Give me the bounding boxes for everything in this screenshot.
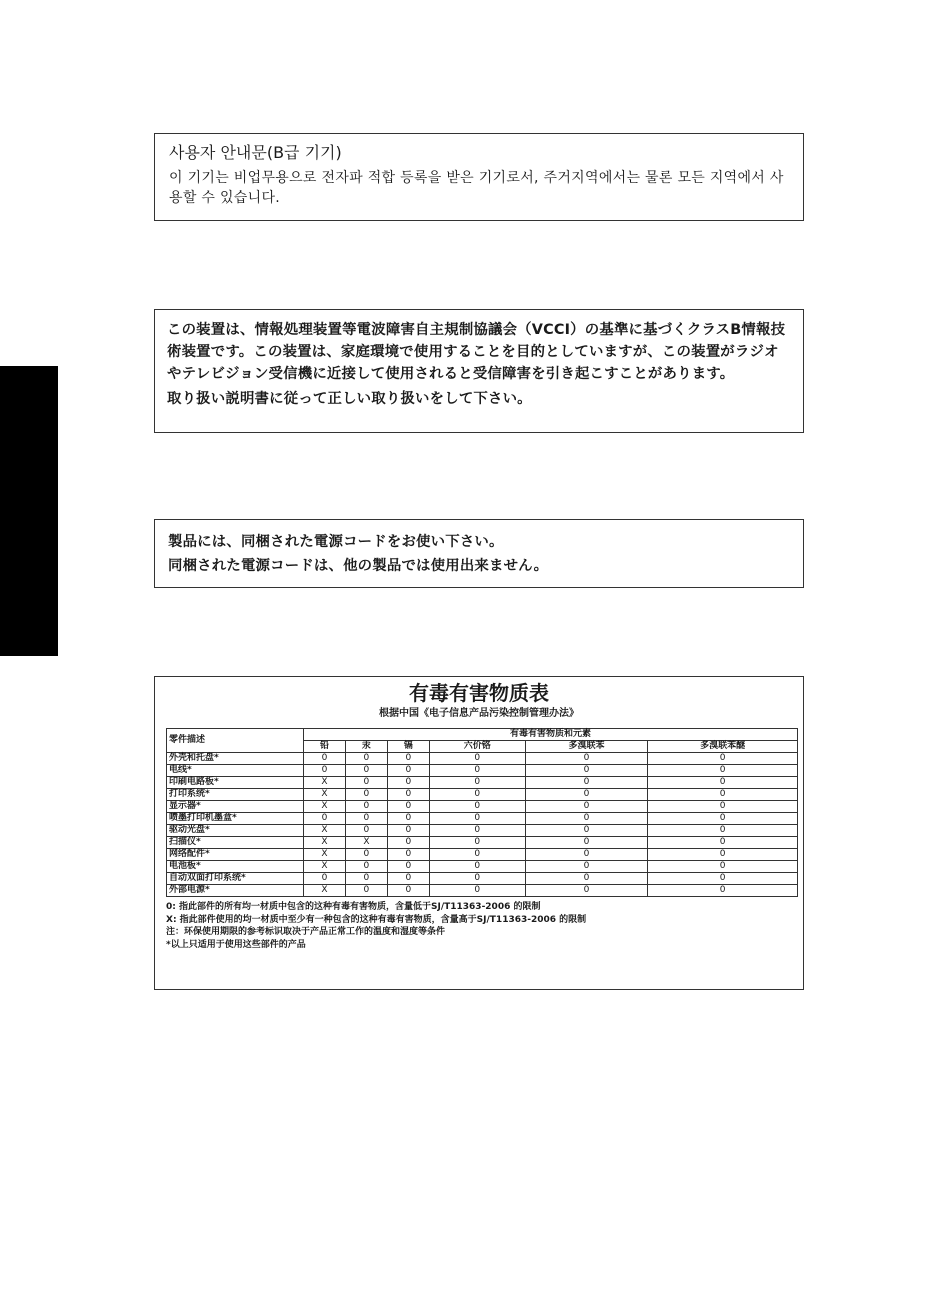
table-row [167, 801, 798, 813]
substance-value: 0 [345, 801, 387, 813]
substance-value: X [304, 825, 346, 837]
substance-value: 0 [648, 849, 798, 861]
component-column-header: 零件描述 [167, 729, 304, 753]
substance-value: 0 [345, 885, 387, 897]
substance-header: 六价铬 [429, 741, 525, 753]
table-row [167, 765, 798, 777]
component-name: 驱动光盘* [167, 825, 304, 837]
substance-value: 0 [525, 789, 648, 801]
substance-header: 铅 [304, 741, 346, 753]
substance-value: 0 [345, 861, 387, 873]
substance-value: 0 [345, 825, 387, 837]
substance-value: 0 [525, 765, 648, 777]
substance-value: 0 [648, 765, 798, 777]
hazard-table-body [167, 753, 798, 897]
substance-value: 0 [648, 813, 798, 825]
table-row [167, 885, 798, 897]
substance-value: 0 [345, 849, 387, 861]
substance-header: 多溴联苯醚 [648, 741, 798, 753]
table-row [167, 873, 798, 885]
substance-value: 0 [429, 849, 525, 861]
table-row [167, 753, 798, 765]
korean-notice-title: 사용자 안내문(B급 기기) [169, 143, 342, 162]
substance-value: 0 [525, 753, 648, 765]
power-cord-line-2: 同梱された電源コードは、他の製品では使用出来ません。 [168, 558, 549, 574]
korean-notice-body: 이 기기는 비업무용으로 전자파 적합 등록을 받은 기기로서, 주거지역에서는 물론 모든 지역에서 사용할 수 있습니다. [169, 170, 784, 206]
component-name: 印刷电路板* [167, 777, 304, 789]
substance-value: 0 [387, 765, 429, 777]
component-name: 喷墨打印机墨盒* [167, 813, 304, 825]
substance-value: 0 [648, 801, 798, 813]
substance-value: 0 [304, 753, 346, 765]
vcci-notice-note: 取り扱い説明書に従って正しい取り扱いをして下さい。 [167, 391, 532, 407]
substance-value: X [304, 837, 346, 849]
substance-value: 0 [429, 789, 525, 801]
substance-value: 0 [525, 813, 648, 825]
substance-value: 0 [304, 813, 346, 825]
component-name: 显示器* [167, 801, 304, 813]
table-note: 注：环保使用期限的参考标识取决于产品正常工作的温度和湿度等条件 [166, 927, 446, 937]
korean-user-notice [154, 133, 804, 221]
substance-value: 0 [387, 813, 429, 825]
power-cord-line-1: 製品には、同梱された電源コードをお使い下さい。 [168, 534, 504, 550]
substance-value: 0 [387, 825, 429, 837]
substance-value: 0 [429, 765, 525, 777]
substance-value: 0 [345, 777, 387, 789]
side-thumb-tab [0, 366, 58, 656]
table-row [167, 825, 798, 837]
substance-value: 0 [525, 801, 648, 813]
component-name: 自动双面打印系统* [167, 873, 304, 885]
substance-header: 多溴联苯 [525, 741, 648, 753]
table-note: *以上只适用于使用这些部件的产品 [166, 939, 306, 950]
hazard-table-subtitle: 根据中国《电子信息产品污染控制管理办法》 [379, 708, 579, 719]
substance-value: 0 [525, 849, 648, 861]
substance-value: 0 [429, 801, 525, 813]
substance-value: 0 [387, 885, 429, 897]
substance-header: 汞 [345, 741, 387, 753]
substance-value: 0 [387, 753, 429, 765]
vcci-notice [154, 309, 804, 433]
hazard-table [166, 728, 798, 897]
substance-value: 0 [387, 873, 429, 885]
substance-value: X [304, 777, 346, 789]
substance-value: 0 [345, 753, 387, 765]
substance-value: 0 [429, 837, 525, 849]
substance-value: 0 [525, 861, 648, 873]
component-name: 网络配件* [167, 849, 304, 861]
hazard-table-notes [166, 901, 795, 951]
component-name: 打印系统* [167, 789, 304, 801]
substance-value: 0 [525, 885, 648, 897]
substance-value: 0 [429, 825, 525, 837]
substance-value: 0 [345, 765, 387, 777]
component-name: 电线* [167, 765, 304, 777]
power-cord-notice [154, 519, 804, 588]
substance-value: 0 [648, 861, 798, 873]
substance-value: 0 [648, 837, 798, 849]
substance-value: X [304, 849, 346, 861]
table-row [167, 777, 798, 789]
vcci-notice-body: この装置は、情報処理装置等電波障害自主規制協議会（VCCI）の基準に基づくクラスB情報技術装置です。この装置は、家庭環境で使用することを目的としていますが、この装置がラジオやテレビジョン受信機に近接して使用されると受信障害を引き起こすことがあります。 [167, 322, 786, 382]
substance-value: X [304, 789, 346, 801]
hazardous-substance-table-box [154, 676, 804, 990]
substance-value: 0 [525, 825, 648, 837]
table-note: X: 指此部件使用的均一材质中至少有一种包含的这种有毒有害物质，含量高于SJ/T11363-2006 的限制 [166, 914, 587, 925]
substance-value: 0 [304, 873, 346, 885]
substance-value: 0 [345, 813, 387, 825]
substance-value: 0 [387, 861, 429, 873]
substance-value: 0 [387, 849, 429, 861]
substance-value: 0 [648, 873, 798, 885]
substance-value: 0 [648, 753, 798, 765]
component-name: 外部电源* [167, 885, 304, 897]
substance-header: 镉 [387, 741, 429, 753]
substance-value: 0 [429, 885, 525, 897]
substance-value: X [304, 861, 346, 873]
substance-value: X [345, 837, 387, 849]
substance-value: X [304, 885, 346, 897]
substance-value: 0 [429, 813, 525, 825]
component-name: 外壳和托盘* [167, 753, 304, 765]
substance-value: 0 [345, 873, 387, 885]
substance-value: 0 [648, 885, 798, 897]
substance-value: 0 [429, 753, 525, 765]
substance-value: 0 [387, 777, 429, 789]
substance-value: 0 [429, 861, 525, 873]
substance-value: 0 [304, 765, 346, 777]
component-name: 扫描仪* [167, 837, 304, 849]
table-note: 0: 指此部件的所有均一材质中包含的这种有毒有害物质，含量低于SJ/T11363-2006 的限制 [166, 902, 541, 912]
substance-value: 0 [648, 825, 798, 837]
substance-group-header: 有毒有害物质和元素 [304, 729, 798, 741]
substance-value: 0 [429, 777, 525, 789]
substance-value: 0 [387, 801, 429, 813]
substance-value: 0 [648, 777, 798, 789]
table-row [167, 813, 798, 825]
hazard-table-title: 有毒有害物质表 [409, 681, 549, 705]
substance-value: 0 [387, 837, 429, 849]
table-row [167, 789, 798, 801]
table-row [167, 849, 798, 861]
component-name: 电池板* [167, 861, 304, 873]
substance-value: X [304, 801, 346, 813]
substance-value: 0 [525, 837, 648, 849]
substance-value: 0 [429, 873, 525, 885]
table-row [167, 861, 798, 873]
table-row [167, 837, 798, 849]
substance-value: 0 [648, 789, 798, 801]
substance-value: 0 [345, 789, 387, 801]
substance-value: 0 [525, 777, 648, 789]
substance-value: 0 [525, 873, 648, 885]
substance-value: 0 [387, 789, 429, 801]
